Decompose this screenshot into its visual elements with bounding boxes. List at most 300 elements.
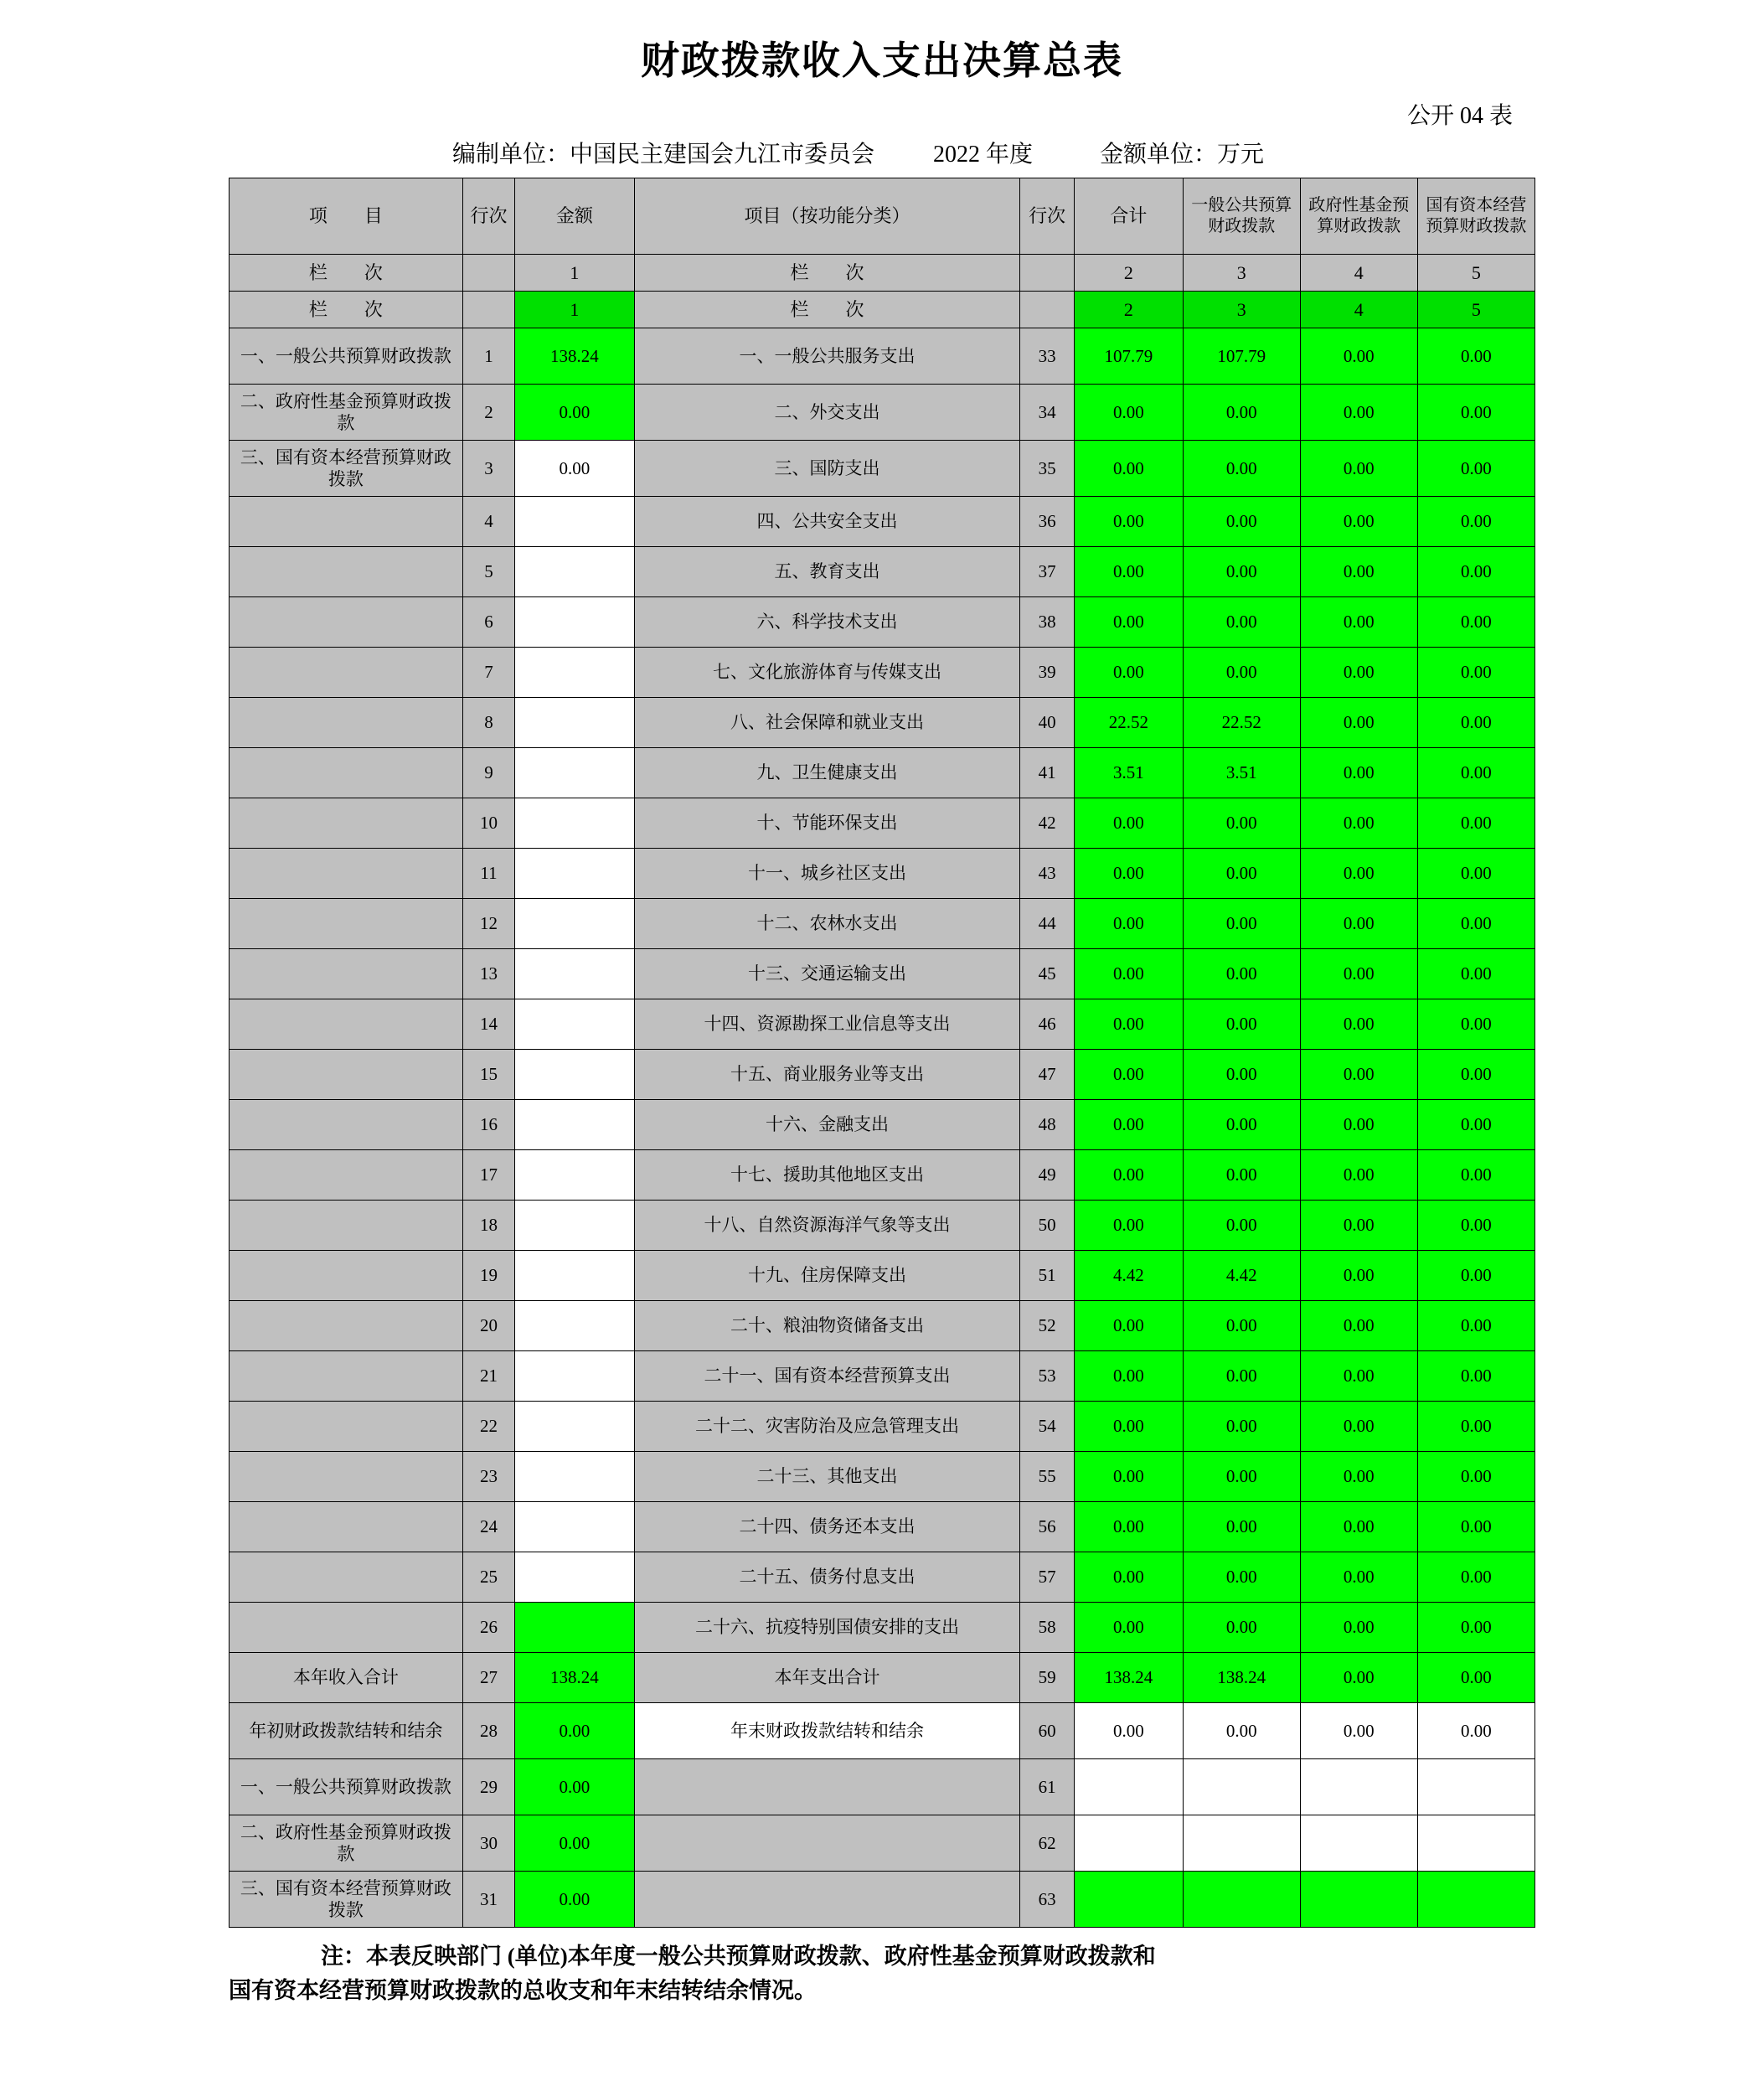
row-gov-fund: 0.00	[1300, 1351, 1417, 1402]
table-row	[230, 1050, 1535, 1100]
row-state-capital: 0.00	[1417, 1301, 1534, 1351]
row-right-label: 六、科学技术支出	[634, 597, 1019, 648]
row-left-amount	[515, 547, 635, 597]
row-left-number: 20	[462, 1301, 514, 1351]
table-row	[230, 1552, 1535, 1603]
row-gov-fund: 0.00	[1300, 648, 1417, 698]
row-left-number: 7	[462, 648, 514, 698]
row-left-label	[230, 899, 463, 949]
table-row	[230, 1402, 1535, 1452]
row-right-number: 50	[1020, 1201, 1075, 1251]
row-state-capital: 0.00	[1417, 698, 1534, 748]
row-left-number: 2	[462, 385, 514, 441]
row-right-number: 48	[1020, 1100, 1075, 1150]
row-total: 0.00	[1075, 1502, 1184, 1552]
tail-left-label: 二、政府性基金预算财政拨款	[230, 1815, 463, 1872]
meta-row	[0, 136, 1764, 169]
row-gov-fund: 0.00	[1300, 1502, 1417, 1552]
tail-total: 0.00	[1075, 1703, 1184, 1759]
row-left-amount	[515, 899, 635, 949]
row-left-amount: 0.00	[515, 385, 635, 441]
row-total: 0.00	[1075, 1552, 1184, 1603]
summary-right-number: 59	[1020, 1653, 1075, 1703]
table-row	[230, 949, 1535, 999]
row-general-public: 107.79	[1183, 328, 1300, 385]
row-total: 0.00	[1075, 385, 1184, 441]
row-left-amount	[515, 1552, 635, 1603]
row-total: 0.00	[1075, 1301, 1184, 1351]
row-left-number: 23	[462, 1452, 514, 1502]
tail-total	[1075, 1759, 1184, 1815]
row-left-amount	[515, 1603, 635, 1653]
row-total: 0.00	[1075, 1402, 1184, 1452]
row-right-label: 一、一般公共服务支出	[634, 328, 1019, 385]
colrow2-label-right: 栏 次	[634, 292, 1019, 328]
colrow2-col4: 4	[1300, 292, 1417, 328]
row-state-capital: 0.00	[1417, 949, 1534, 999]
row-state-capital: 0.00	[1417, 497, 1534, 547]
row-total: 0.00	[1075, 899, 1184, 949]
row-right-label: 二、外交支出	[634, 385, 1019, 441]
row-left-amount	[515, 1402, 635, 1452]
summary-gov-fund: 0.00	[1300, 1653, 1417, 1703]
row-gov-fund: 0.00	[1300, 1301, 1417, 1351]
row-left-amount	[515, 1251, 635, 1301]
table-row	[230, 1351, 1535, 1402]
row-total: 0.00	[1075, 849, 1184, 899]
row-left-amount	[515, 1502, 635, 1552]
row-total: 0.00	[1075, 1201, 1184, 1251]
summary-left-amount: 138.24	[515, 1653, 635, 1703]
row-right-label: 五、教育支出	[634, 547, 1019, 597]
table-row	[230, 1502, 1535, 1552]
table-row	[230, 441, 1535, 497]
row-state-capital: 0.00	[1417, 328, 1534, 385]
row-right-number: 51	[1020, 1251, 1075, 1301]
row-total: 0.00	[1075, 1150, 1184, 1201]
tail-general-public	[1183, 1872, 1300, 1928]
row-left-amount	[515, 1201, 635, 1251]
row-left-amount	[515, 698, 635, 748]
row-right-number: 41	[1020, 748, 1075, 798]
row-left-label	[230, 849, 463, 899]
row-state-capital: 0.00	[1417, 385, 1534, 441]
page-title: 财政拨款收入支出决算总表	[641, 39, 1123, 82]
row-left-number: 12	[462, 899, 514, 949]
row-total: 0.00	[1075, 597, 1184, 648]
row-left-number: 10	[462, 798, 514, 849]
colrow2-col3: 3	[1183, 292, 1300, 328]
row-left-number: 26	[462, 1603, 514, 1653]
row-general-public: 0.00	[1183, 1452, 1300, 1502]
row-right-number: 46	[1020, 999, 1075, 1050]
row-state-capital: 0.00	[1417, 999, 1534, 1050]
tail-left-amount: 0.00	[515, 1703, 635, 1759]
row-general-public: 0.00	[1183, 497, 1300, 547]
row-right-label: 十一、城乡社区支出	[634, 849, 1019, 899]
row-right-number: 54	[1020, 1402, 1075, 1452]
tail-left-number: 31	[462, 1872, 514, 1928]
row-right-number: 52	[1020, 1301, 1075, 1351]
header-left-rownum: 行次	[462, 178, 514, 255]
row-gov-fund: 0.00	[1300, 899, 1417, 949]
row-left-number: 5	[462, 547, 514, 597]
colrow-col3: 3	[1183, 255, 1300, 292]
row-state-capital: 0.00	[1417, 1351, 1534, 1402]
table-row	[230, 899, 1535, 949]
row-left-number: 15	[462, 1050, 514, 1100]
row-right-label: 二十二、灾害防治及应急管理支出	[634, 1402, 1019, 1452]
tail-gov-fund	[1300, 1872, 1417, 1928]
row-right-number: 42	[1020, 798, 1075, 849]
header-state-capital: 国有资本经营预算财政拨款	[1417, 178, 1534, 255]
colrow-label-right: 栏 次	[634, 255, 1019, 292]
row-left-number: 18	[462, 1201, 514, 1251]
row-left-label	[230, 1452, 463, 1502]
row-right-number: 34	[1020, 385, 1075, 441]
colrow-col5: 5	[1417, 255, 1534, 292]
table-row	[230, 999, 1535, 1050]
note-line-1: 注：本表反映部门 (单位)本年度一般公共预算财政拨款、政府性基金预算财政拨款和	[321, 1944, 1156, 1969]
row-total: 0.00	[1075, 497, 1184, 547]
row-left-number: 3	[462, 441, 514, 497]
row-left-amount	[515, 597, 635, 648]
row-right-number: 35	[1020, 441, 1075, 497]
row-general-public: 3.51	[1183, 748, 1300, 798]
row-general-public: 0.00	[1183, 1050, 1300, 1100]
row-state-capital: 0.00	[1417, 899, 1534, 949]
tail-left-label: 三、国有资本经营预算财政拨款	[230, 1872, 463, 1928]
tail-left-amount: 0.00	[515, 1872, 635, 1928]
row-total: 22.52	[1075, 698, 1184, 748]
summary-left-number: 27	[462, 1653, 514, 1703]
row-right-number: 36	[1020, 497, 1075, 547]
row-general-public: 0.00	[1183, 1150, 1300, 1201]
row-left-label	[230, 949, 463, 999]
table-row	[230, 1452, 1535, 1502]
column-number-row-green	[230, 292, 1535, 328]
header-right-rownum: 行次	[1020, 178, 1075, 255]
compiler-unit: 编制单位：中国民主建国会九江市委员会	[452, 142, 875, 168]
row-right-number: 39	[1020, 648, 1075, 698]
row-left-number: 19	[462, 1251, 514, 1301]
tail-state-capital	[1417, 1759, 1534, 1815]
row-right-number: 40	[1020, 698, 1075, 748]
row-total: 0.00	[1075, 1050, 1184, 1100]
row-state-capital: 0.00	[1417, 748, 1534, 798]
row-right-label: 二十五、债务付息支出	[634, 1552, 1019, 1603]
row-left-amount	[515, 798, 635, 849]
row-left-amount	[515, 1452, 635, 1502]
row-state-capital: 0.00	[1417, 1251, 1534, 1301]
sheet-code: 公开 04 表	[1406, 103, 1513, 129]
row-gov-fund: 0.00	[1300, 441, 1417, 497]
row-general-public: 0.00	[1183, 648, 1300, 698]
row-gov-fund: 0.00	[1300, 1201, 1417, 1251]
row-state-capital: 0.00	[1417, 1603, 1534, 1653]
row-state-capital: 0.00	[1417, 798, 1534, 849]
table-row	[230, 648, 1535, 698]
row-left-label	[230, 1301, 463, 1351]
tail-right-label	[634, 1815, 1019, 1872]
table-row	[230, 328, 1535, 385]
row-general-public: 0.00	[1183, 1402, 1300, 1452]
row-left-label	[230, 748, 463, 798]
row-gov-fund: 0.00	[1300, 385, 1417, 441]
header-gov-fund: 政府性基金预算财政拨款	[1300, 178, 1417, 255]
row-left-number: 6	[462, 597, 514, 648]
colrow2-col5: 5	[1417, 292, 1534, 328]
row-right-label: 二十六、抗疫特别国债安排的支出	[634, 1603, 1019, 1653]
row-general-public: 0.00	[1183, 949, 1300, 999]
row-left-label	[230, 1603, 463, 1653]
row-left-number: 17	[462, 1150, 514, 1201]
amount-unit: 金额单位：万元	[1100, 142, 1265, 168]
row-general-public: 4.42	[1183, 1251, 1300, 1301]
row-left-number: 14	[462, 999, 514, 1050]
row-right-label: 七、文化旅游体育与传媒支出	[634, 648, 1019, 698]
budget-table	[229, 178, 1535, 1928]
tail-total	[1075, 1872, 1184, 1928]
row-right-label: 十三、交通运输支出	[634, 949, 1019, 999]
row-general-public: 0.00	[1183, 385, 1300, 441]
table-row-tail	[230, 1759, 1535, 1815]
row-left-label	[230, 648, 463, 698]
row-right-number: 47	[1020, 1050, 1075, 1100]
row-general-public: 0.00	[1183, 441, 1300, 497]
row-left-amount	[515, 1050, 635, 1100]
row-left-amount: 0.00	[515, 441, 635, 497]
row-right-label: 二十四、债务还本支出	[634, 1502, 1019, 1552]
row-left-number: 21	[462, 1351, 514, 1402]
row-general-public: 0.00	[1183, 597, 1300, 648]
table-row	[230, 748, 1535, 798]
summary-state-capital: 0.00	[1417, 1653, 1534, 1703]
row-left-amount	[515, 748, 635, 798]
row-left-number: 22	[462, 1402, 514, 1452]
colrow-label-left: 栏 次	[230, 255, 463, 292]
tail-general-public	[1183, 1759, 1300, 1815]
row-total: 0.00	[1075, 1100, 1184, 1150]
row-left-label	[230, 798, 463, 849]
row-left-number: 11	[462, 849, 514, 899]
tail-left-label: 年初财政拨款结转和结余	[230, 1703, 463, 1759]
row-right-label: 八、社会保障和就业支出	[634, 698, 1019, 748]
row-left-amount	[515, 949, 635, 999]
row-total: 3.51	[1075, 748, 1184, 798]
tail-gov-fund: 0.00	[1300, 1703, 1417, 1759]
row-left-label	[230, 1201, 463, 1251]
row-state-capital: 0.00	[1417, 441, 1534, 497]
tail-general-public	[1183, 1815, 1300, 1872]
tail-right-label	[634, 1759, 1019, 1815]
row-total: 0.00	[1075, 648, 1184, 698]
row-total: 0.00	[1075, 1603, 1184, 1653]
row-right-number: 33	[1020, 328, 1075, 385]
tail-left-label: 一、一般公共预算财政拨款	[230, 1759, 463, 1815]
row-left-number: 9	[462, 748, 514, 798]
row-total: 4.42	[1075, 1251, 1184, 1301]
table-row	[230, 1301, 1535, 1351]
row-right-label: 三、国防支出	[634, 441, 1019, 497]
table-row	[230, 497, 1535, 547]
row-right-label: 二十、粮油物资储备支出	[634, 1301, 1019, 1351]
row-gov-fund: 0.00	[1300, 1050, 1417, 1100]
colrow2-col2: 2	[1075, 292, 1184, 328]
row-total: 0.00	[1075, 1351, 1184, 1402]
row-total: 0.00	[1075, 441, 1184, 497]
summary-right-label: 本年支出合计	[634, 1653, 1019, 1703]
row-right-label: 二十一、国有资本经营预算支出	[634, 1351, 1019, 1402]
row-state-capital: 0.00	[1417, 1201, 1534, 1251]
row-left-number: 25	[462, 1552, 514, 1603]
row-state-capital: 0.00	[1417, 1502, 1534, 1552]
row-state-capital: 0.00	[1417, 1552, 1534, 1603]
colrow2-blank-right	[1020, 292, 1075, 328]
row-gov-fund: 0.00	[1300, 1251, 1417, 1301]
row-general-public: 0.00	[1183, 1552, 1300, 1603]
row-left-amount	[515, 999, 635, 1050]
row-left-label: 一、一般公共预算财政拨款	[230, 328, 463, 385]
summary-row	[230, 1653, 1535, 1703]
row-left-label	[230, 1402, 463, 1452]
table-row-tail	[230, 1815, 1535, 1872]
tail-right-label: 年末财政拨款结转和结余	[634, 1703, 1019, 1759]
row-left-label	[230, 999, 463, 1050]
row-left-number: 4	[462, 497, 514, 547]
row-state-capital: 0.00	[1417, 648, 1534, 698]
row-left-label	[230, 597, 463, 648]
table-row	[230, 597, 1535, 648]
row-gov-fund: 0.00	[1300, 949, 1417, 999]
row-state-capital: 0.00	[1417, 1452, 1534, 1502]
row-right-number: 56	[1020, 1502, 1075, 1552]
row-left-amount: 138.24	[515, 328, 635, 385]
colrow2-blank-left	[462, 292, 514, 328]
row-total: 0.00	[1075, 999, 1184, 1050]
row-left-amount	[515, 648, 635, 698]
row-general-public: 0.00	[1183, 999, 1300, 1050]
row-state-capital: 0.00	[1417, 1100, 1534, 1150]
row-general-public: 0.00	[1183, 547, 1300, 597]
row-left-amount	[515, 497, 635, 547]
table-row	[230, 698, 1535, 748]
row-total: 0.00	[1075, 798, 1184, 849]
row-right-label: 十、节能环保支出	[634, 798, 1019, 849]
row-gov-fund: 0.00	[1300, 1402, 1417, 1452]
table-row-tail	[230, 1703, 1535, 1759]
table-row	[230, 1603, 1535, 1653]
tail-state-capital: 0.00	[1417, 1703, 1534, 1759]
header-left-item: 项 目	[230, 178, 463, 255]
table-row-tail	[230, 1872, 1535, 1928]
row-right-label: 十七、援助其他地区支出	[634, 1150, 1019, 1201]
tail-state-capital	[1417, 1815, 1534, 1872]
row-left-amount	[515, 1100, 635, 1150]
row-gov-fund: 0.00	[1300, 999, 1417, 1050]
row-general-public: 0.00	[1183, 1201, 1300, 1251]
row-left-label	[230, 1351, 463, 1402]
row-gov-fund: 0.00	[1300, 798, 1417, 849]
row-right-number: 57	[1020, 1552, 1075, 1603]
row-state-capital: 0.00	[1417, 547, 1534, 597]
row-left-label	[230, 1150, 463, 1201]
row-state-capital: 0.00	[1417, 849, 1534, 899]
table-note	[229, 1939, 1535, 2007]
row-general-public: 0.00	[1183, 899, 1300, 949]
row-right-number: 55	[1020, 1452, 1075, 1502]
row-gov-fund: 0.00	[1300, 1150, 1417, 1201]
row-gov-fund: 0.00	[1300, 1100, 1417, 1150]
row-left-label	[230, 1552, 463, 1603]
row-gov-fund: 0.00	[1300, 1452, 1417, 1502]
tail-gov-fund	[1300, 1815, 1417, 1872]
table-row	[230, 547, 1535, 597]
row-general-public: 0.00	[1183, 798, 1300, 849]
table-row	[230, 1251, 1535, 1301]
colrow-col1: 1	[515, 255, 635, 292]
tail-left-amount: 0.00	[515, 1759, 635, 1815]
row-state-capital: 0.00	[1417, 1150, 1534, 1201]
tail-right-number: 61	[1020, 1759, 1075, 1815]
row-general-public: 0.00	[1183, 1100, 1300, 1150]
row-right-label: 九、卫生健康支出	[634, 748, 1019, 798]
row-left-number: 24	[462, 1502, 514, 1552]
row-left-label: 三、国有资本经营预算财政拨款	[230, 441, 463, 497]
row-gov-fund: 0.00	[1300, 597, 1417, 648]
row-gov-fund: 0.00	[1300, 849, 1417, 899]
row-general-public: 0.00	[1183, 1502, 1300, 1552]
tail-left-number: 30	[462, 1815, 514, 1872]
table-row	[230, 1201, 1535, 1251]
table-row	[230, 798, 1535, 849]
tail-total	[1075, 1815, 1184, 1872]
summary-total: 138.24	[1075, 1653, 1184, 1703]
row-right-label: 十九、住房保障支出	[634, 1251, 1019, 1301]
row-right-label: 十六、金融支出	[634, 1100, 1019, 1150]
row-right-number: 44	[1020, 899, 1075, 949]
row-left-label	[230, 698, 463, 748]
row-gov-fund: 0.00	[1300, 497, 1417, 547]
table-row	[230, 849, 1535, 899]
row-left-number: 1	[462, 328, 514, 385]
row-right-label: 四、公共安全支出	[634, 497, 1019, 547]
row-gov-fund: 0.00	[1300, 1603, 1417, 1653]
row-right-number: 37	[1020, 547, 1075, 597]
tail-left-amount: 0.00	[515, 1815, 635, 1872]
tail-right-number: 60	[1020, 1703, 1075, 1759]
tail-state-capital	[1417, 1872, 1534, 1928]
row-gov-fund: 0.00	[1300, 328, 1417, 385]
summary-left-label: 本年收入合计	[230, 1653, 463, 1703]
tail-left-number: 29	[462, 1759, 514, 1815]
row-gov-fund: 0.00	[1300, 547, 1417, 597]
row-left-label	[230, 1251, 463, 1301]
row-left-label	[230, 1502, 463, 1552]
row-gov-fund: 0.00	[1300, 698, 1417, 748]
row-total: 0.00	[1075, 949, 1184, 999]
colrow2-col1: 1	[515, 292, 635, 328]
row-left-label	[230, 497, 463, 547]
row-left-amount	[515, 849, 635, 899]
row-state-capital: 0.00	[1417, 597, 1534, 648]
row-general-public: 0.00	[1183, 1301, 1300, 1351]
row-right-number: 49	[1020, 1150, 1075, 1201]
column-number-row-gray	[230, 255, 1535, 292]
row-right-label: 十八、自然资源海洋气象等支出	[634, 1201, 1019, 1251]
row-state-capital: 0.00	[1417, 1050, 1534, 1100]
row-gov-fund: 0.00	[1300, 748, 1417, 798]
